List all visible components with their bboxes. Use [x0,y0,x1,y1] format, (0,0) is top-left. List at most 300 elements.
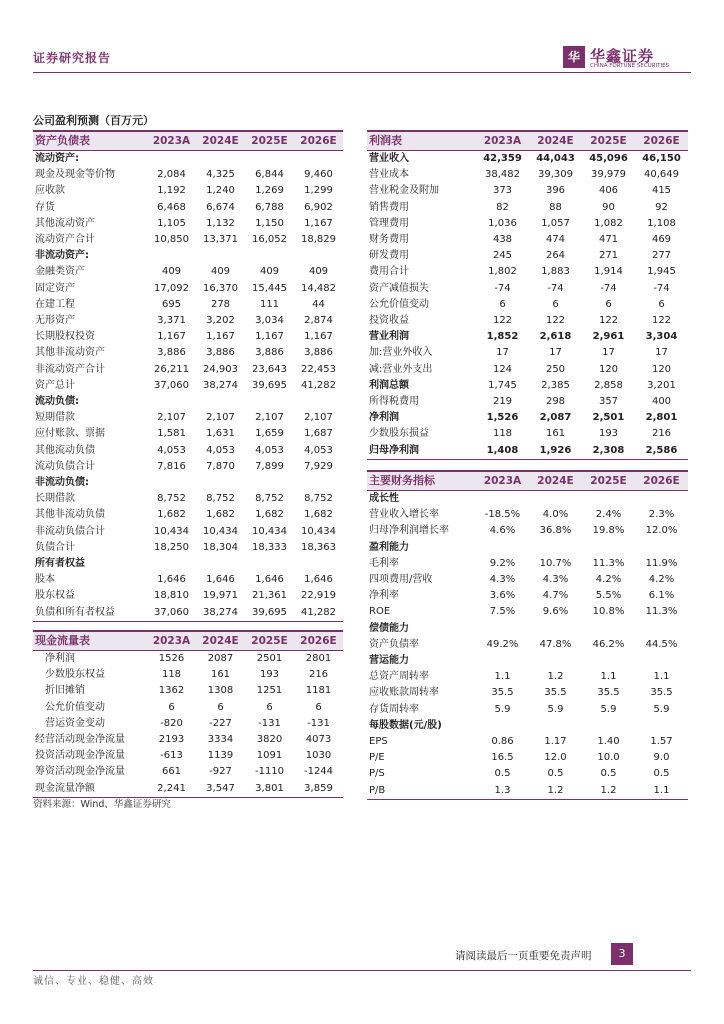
value-cell: 0.5 [653,768,670,780]
value-cell: 10.8% [592,606,625,618]
value-cell [476,621,529,637]
value-cell [245,475,294,491]
value-cell [635,718,688,734]
value-cell: 3,886 [304,347,333,359]
value-cell [635,621,688,637]
value-cell: 1181 [305,685,332,697]
table-row [33,216,343,232]
row-label: 净利率 [369,590,399,602]
value-cell: 46,150 [642,153,681,164]
table-row [367,718,688,734]
value-cell: 23,643 [252,363,287,375]
value-cell: 4.2% [595,574,622,586]
value-cell: 18,829 [301,234,336,246]
table-row [33,667,343,683]
row-label: 负债和所有者权益 [33,605,147,622]
row-label: 长期股权投资 [35,331,95,343]
row-label: 毛利率 [369,557,399,569]
value-cell: 1,132 [206,217,235,229]
value-cell: 193 [259,669,280,681]
row-label: 流动负债合计 [35,460,95,472]
row-label: 投资收益 [369,315,409,327]
value-cell: 7,929 [304,460,333,472]
value-cell: 409 [161,266,182,278]
value-cell [635,540,688,556]
value-cell: 6 [605,298,612,310]
table-row [367,313,688,329]
logo-name-en: CHINA FORTUNE SECURITIES [590,63,670,69]
row-label: 财务费用 [369,234,409,246]
value-cell: 1,883 [541,266,570,278]
table-row [367,523,688,539]
row-label: P/E [369,752,385,764]
value-cell: 1,745 [488,379,517,391]
value-cell: 1,945 [647,266,676,278]
table-row [33,764,343,780]
value-cell: 45,096 [589,153,628,164]
value-cell: 1.57 [650,736,673,748]
value-cell [582,540,635,556]
value-cell: 88 [549,201,562,213]
value-cell: 0.5 [547,768,564,780]
value-cell: 10.0 [597,752,620,764]
value-cell: 1,036 [488,217,517,229]
value-cell: 1,646 [157,574,186,586]
value-cell: 1,659 [255,428,284,440]
table-row [367,702,688,718]
value-cell: 1,646 [206,574,235,586]
value-cell: -74 [600,282,617,294]
value-cell: 42,359 [483,153,522,164]
value-cell: 4.7% [542,590,569,602]
value-cell: 3820 [256,734,283,746]
value-cell: 44.5% [645,638,678,650]
value-cell: 44 [312,298,325,310]
value-cell: 122 [545,315,566,327]
value-cell [245,394,294,410]
value-cell: -1110 [254,766,285,778]
value-cell: 12.0% [645,525,678,537]
table-row [367,216,688,232]
value-cell: 7,816 [157,460,186,472]
year-header-cell: 2026E [635,131,688,151]
value-cell: 0.5 [600,768,617,780]
row-label: 在建工程 [35,298,75,310]
disclaimer-link[interactable]: 请阅读最后一页重要免责声明 [455,950,592,962]
value-cell: 10,434 [252,525,287,537]
value-cell: 373 [492,185,513,197]
value-cell: 6 [168,701,175,713]
row-label: 公允价值变动 [45,701,105,713]
value-cell: 1,167 [304,217,333,229]
table-row [33,183,343,199]
value-cell: 4073 [305,734,332,746]
value-cell: 5.9 [547,703,564,715]
value-cell: 8,752 [304,493,333,505]
row-label: 固定资产 [35,282,75,294]
year-header-cell: 2023A [147,131,196,151]
value-cell: 1,057 [541,217,570,229]
value-cell: 4,053 [304,444,333,456]
value-cell: 16,052 [252,234,287,246]
value-cell: 409 [210,266,231,278]
year-header-cell: 2024E [196,131,245,151]
value-cell: 6 [552,298,559,310]
value-cell: 1,167 [255,331,284,343]
row-label: 管理费用 [369,217,409,229]
report-header-title: 证券研究报告 [33,51,112,65]
value-cell: 1.40 [597,736,620,748]
value-cell: -18.5% [484,509,521,521]
year-header-cell: 2025E [582,131,635,151]
value-cell: 18,363 [301,541,336,553]
year-header-cell: 2023A [476,131,529,151]
value-cell: 22,919 [301,590,336,602]
value-cell: 118 [492,428,513,440]
table-header-row [33,131,343,151]
value-cell [147,475,196,491]
row-label: 其他非流动负债 [35,509,105,521]
value-cell: 409 [308,266,329,278]
value-cell: 92 [655,201,668,213]
value-cell [245,248,294,264]
value-cell: 37,060 [154,379,189,391]
value-cell: 26,211 [154,363,189,375]
value-cell: 19.8% [592,525,625,537]
row-label: 短期借款 [35,412,75,424]
table-row [367,410,688,426]
value-cell: -131 [258,717,281,729]
value-cell: 6,844 [255,169,284,181]
value-cell: 2193 [158,734,185,746]
value-cell: 1.1 [635,783,688,800]
value-cell: 1.2 [529,783,582,800]
value-cell: 8,752 [255,493,284,505]
value-cell: 1,914 [594,266,623,278]
value-cell: 1,682 [206,509,235,521]
value-cell: 120 [651,363,672,375]
value-cell: 10,850 [154,234,189,246]
value-cell: 41,282 [301,379,336,391]
value-cell: 2087 [207,653,234,664]
row-label: 少数股东权益 [45,669,105,681]
value-cell: 39,979 [591,169,626,181]
value-cell: 39,309 [538,169,573,181]
value-cell [635,653,688,669]
table-row [33,232,343,248]
value-cell: 1,682 [255,509,284,521]
row-label: 销售费用 [369,201,409,213]
table-row [367,766,688,782]
table-row [33,410,343,426]
value-cell: 3,886 [157,347,186,359]
value-cell: 35.5 [491,687,514,699]
value-cell: 7,870 [206,460,235,472]
value-cell: 3,547 [196,781,245,798]
value-cell: 1,852 [486,331,519,343]
row-label: 现金及现金等价物 [35,169,115,181]
row-label: 现金流量净额 [33,781,147,798]
value-cell: 4.3% [542,574,569,586]
row-label: 非流动负债: [35,477,89,489]
value-cell: 1.2 [582,783,635,800]
value-cell: 3,202 [206,315,235,327]
row-label: 研发费用 [369,250,409,262]
value-cell: 6 [658,298,665,310]
value-cell: 1,526 [486,412,519,424]
table-row [367,637,688,653]
year-header-cell: 2026E [294,631,343,651]
value-cell: 2,107 [157,412,186,424]
value-cell [476,491,529,508]
value-cell: 6,674 [206,201,235,213]
value-cell: 16,370 [203,282,238,294]
value-cell: 3,801 [245,781,294,798]
table-row [33,475,343,491]
year-header-cell: 2025E [582,471,635,491]
year-header-cell: 2024E [529,131,582,151]
value-cell [147,151,196,168]
value-cell [582,718,635,734]
value-cell: 2,586 [635,443,688,460]
value-cell: 1,299 [304,185,333,197]
value-cell: 35.5 [544,687,567,699]
row-label: 营运能力 [369,655,409,667]
table-row [33,572,343,588]
table-row [367,281,688,297]
value-cell: 4.0% [542,509,569,521]
value-cell: 1251 [256,685,283,697]
table-row [367,750,688,766]
value-cell: 10,434 [301,525,336,537]
value-cell: 18,333 [252,541,287,553]
value-cell: 2,241 [147,781,196,798]
row-label: 营业收入增长率 [369,509,439,521]
value-cell: 1,167 [157,331,186,343]
table-row [367,329,688,345]
value-cell: 0.5 [494,768,511,780]
row-label: 金融类资产 [35,266,85,278]
value-cell: 2,107 [255,412,284,424]
value-cell [294,151,343,168]
value-cell: 1,682 [157,509,186,521]
value-cell: -613 [160,750,183,762]
value-cell [582,653,635,669]
value-cell: 1,150 [255,217,284,229]
value-cell: 38,482 [485,169,520,181]
row-label: 少数股东损益 [369,428,429,440]
table-title-cell: 主要财务指标 [367,471,476,491]
value-cell: 8,752 [157,493,186,505]
value-cell: 2801 [305,653,332,664]
table-row [33,588,343,604]
value-cell: 400 [651,396,672,408]
value-cell: 46.2% [592,638,625,650]
value-cell: 4,325 [206,169,235,181]
row-label: 流动负债: [35,396,79,408]
year-header-cell: 2026E [635,471,688,491]
value-cell: 12.0 [544,752,567,764]
value-cell: 6 [499,298,506,310]
value-cell: 47.8% [539,638,572,650]
table-row [33,781,343,798]
value-cell: -820 [160,717,183,729]
table-row [367,783,688,800]
value-cell: 38,274 [196,605,245,622]
value-cell: 6,902 [304,201,333,213]
value-cell [529,491,582,508]
value-cell: 2,961 [592,331,625,343]
row-label: 投资活动现金净流量 [35,750,125,762]
value-cell [582,491,635,508]
value-cell: 11.3% [645,606,678,618]
table-row [33,264,343,280]
table-row [33,683,343,699]
value-cell: 695 [161,298,182,310]
table-row [33,540,343,556]
value-cell: 19,971 [203,590,238,602]
value-cell [196,151,245,168]
value-cell: 3,886 [206,347,235,359]
row-label: 应收款 [35,185,65,197]
value-cell: 82 [496,201,509,213]
value-cell: 124 [492,363,513,375]
row-label: 归母净利润增长率 [369,525,449,537]
value-cell: 7.5% [489,606,516,618]
table-row [367,362,688,378]
row-label: 净利润 [369,412,399,424]
value-cell: 40,649 [644,169,679,181]
value-cell: 2,087 [539,412,572,424]
value-cell: 2,107 [206,412,235,424]
value-cell: 474 [545,234,566,246]
value-cell [196,248,245,264]
value-cell: 2,084 [157,169,186,181]
row-label: 偿债能力 [369,622,409,634]
row-label: 每股数据(元/股) [369,719,442,731]
value-cell: 1030 [305,750,332,762]
row-label: 流动资产: [35,153,79,164]
value-cell [294,248,343,264]
value-cell: 120 [598,363,619,375]
value-cell: 1,240 [206,185,235,197]
table-row [33,491,343,507]
value-cell: -74 [494,282,511,294]
value-cell: 122 [651,315,672,327]
section-title: 公司盈利预测（百万元） [33,114,154,127]
value-cell: 2,308 [582,443,635,460]
value-cell: 6.1% [648,590,675,602]
value-cell: -74 [653,282,670,294]
table-row [367,151,688,168]
value-cell: 1091 [256,750,283,762]
value-cell [635,491,688,508]
value-cell: 245 [492,250,513,262]
value-cell: 9.2% [489,557,516,569]
value-cell: 1,581 [157,428,186,440]
table-row [367,556,688,572]
row-label: P/B [367,783,476,800]
footer-divider [33,970,691,971]
row-label: 减:营业外支出 [369,363,433,375]
table-row [367,604,688,620]
value-cell: 18,250 [154,541,189,553]
value-cell: 2,874 [304,315,333,327]
value-cell: 250 [545,363,566,375]
value-cell: 2,618 [539,331,572,343]
value-cell [294,556,343,572]
value-cell: 10,434 [203,525,238,537]
value-cell: 409 [259,266,280,278]
row-label: EPS [369,736,388,748]
value-cell: 2.3% [648,509,675,521]
value-cell: 1526 [158,653,185,664]
value-cell: 49.2% [486,638,519,650]
row-label: 应收账款周转率 [369,687,439,699]
value-cell: 2,501 [592,412,625,424]
value-cell: 1,105 [157,217,186,229]
row-label: 负债合计 [35,541,75,553]
row-label: 营业税金及附加 [369,185,439,197]
table-title-cell: 现金流量表 [33,631,147,651]
value-cell: 1,646 [255,574,284,586]
value-cell: 1.1 [494,671,511,683]
table-row [33,443,343,459]
table-row [33,297,343,313]
value-cell: 14,482 [301,282,336,294]
value-cell: 396 [545,185,566,197]
value-cell [476,718,529,734]
footer-motto: 诚信、专业、稳健、高效 [33,976,154,987]
row-label: 营业利润 [369,331,409,343]
value-cell: 9.6% [542,606,569,618]
table-row [33,556,343,572]
value-cell: 1.1 [653,671,670,683]
value-cell: 5.9 [653,703,670,715]
row-label: 成长性 [369,493,399,504]
logo-mark-icon: 华 [563,46,585,68]
table-row [367,167,688,183]
value-cell: 216 [308,669,329,681]
value-cell: 3334 [207,734,234,746]
table-row [33,426,343,442]
table-row [367,232,688,248]
value-cell: 1,687 [304,428,333,440]
value-cell: 22,453 [301,363,336,375]
value-cell: 661 [161,766,182,778]
income-statement-table [367,130,688,460]
value-cell: 1,682 [304,509,333,521]
value-cell: -1244 [303,766,334,778]
row-label: 加:营业外收入 [369,347,433,359]
value-cell [196,556,245,572]
value-cell: 469 [651,234,672,246]
value-cell: 2501 [256,653,283,664]
table-row [367,540,688,556]
value-cell: 122 [598,315,619,327]
value-cell [529,718,582,734]
value-cell: 1,082 [594,217,623,229]
row-label: 营业收入 [369,153,409,164]
table-row [33,200,343,216]
value-cell: 35.5 [650,687,673,699]
table-row [33,345,343,361]
value-cell: 2.4% [595,509,622,521]
table-row [33,248,343,264]
row-label: 资产负债率 [369,638,419,650]
table-row [367,685,688,701]
value-cell: 18,304 [203,541,238,553]
